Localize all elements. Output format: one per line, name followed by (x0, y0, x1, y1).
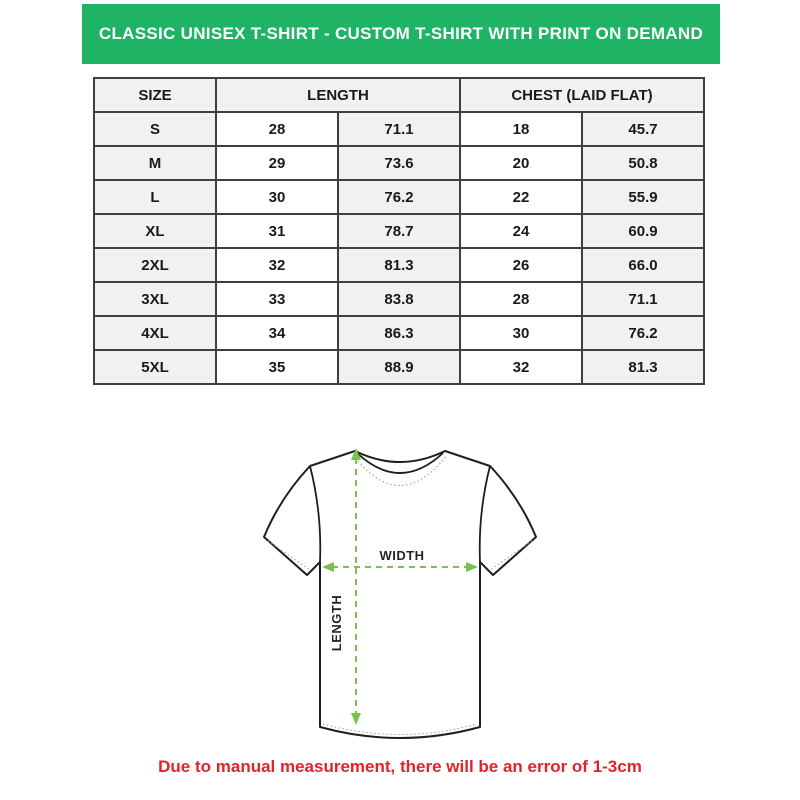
cell-chest-in: 22 (460, 180, 582, 214)
col-header-size: SIZE (94, 78, 216, 112)
table-row (94, 248, 704, 282)
cell-size: M (94, 146, 216, 180)
cell-length-in: 34 (216, 316, 338, 350)
cell-size: 5XL (94, 350, 216, 384)
cell-length-cm: 81.3 (338, 248, 460, 282)
cell-length-in: 33 (216, 282, 338, 316)
cell-size: 3XL (94, 282, 216, 316)
cell-length-cm: 73.6 (338, 146, 460, 180)
cell-size: 4XL (94, 316, 216, 350)
measurement-note: Due to manual measurement, there will be an error of 1-3cm (158, 757, 642, 776)
table-row (94, 146, 704, 180)
cell-size: S (94, 112, 216, 146)
cell-size: XL (94, 214, 216, 248)
cell-length-cm: 71.1 (338, 112, 460, 146)
cell-chest-in: 30 (460, 316, 582, 350)
cell-chest-cm: 50.8 (582, 146, 704, 180)
table-header (94, 78, 704, 112)
table-row (94, 214, 704, 248)
cell-chest-cm: 76.2 (582, 316, 704, 350)
cell-length-in: 31 (216, 214, 338, 248)
cell-chest-in: 24 (460, 214, 582, 248)
cell-chest-in: 32 (460, 350, 582, 384)
cell-chest-cm: 71.1 (582, 282, 704, 316)
cell-length-cm: 86.3 (338, 316, 460, 350)
cell-chest-in: 18 (460, 112, 582, 146)
width-arrow-label: WIDTH (379, 548, 425, 563)
table-row (94, 180, 704, 214)
title-banner (82, 4, 720, 64)
col-header-length: LENGTH (216, 78, 460, 112)
page-title: CLASSIC UNISEX T-SHIRT - CUSTOM T-SHIRT WITH PRINT ON DEMAND (98, 24, 704, 43)
length-arrow-label: LENGTH (329, 594, 344, 652)
tshirt-body-outline (264, 451, 536, 738)
cell-length-in: 35 (216, 350, 338, 384)
col-header-chest: CHEST (LAID FLAT) (460, 78, 704, 112)
cell-chest-in: 26 (460, 248, 582, 282)
cell-size: L (94, 180, 216, 214)
cell-chest-cm: 45.7 (582, 112, 704, 146)
table-row (94, 316, 704, 350)
cell-chest-in: 28 (460, 282, 582, 316)
table-row (94, 282, 704, 316)
cell-length-in: 29 (216, 146, 338, 180)
cell-length-in: 30 (216, 180, 338, 214)
header-row (94, 78, 704, 112)
size-chart-table (93, 77, 705, 385)
table-row (94, 112, 704, 146)
table-body (94, 112, 704, 384)
tshirt-measurement-diagram (250, 428, 550, 748)
cell-length-in: 28 (216, 112, 338, 146)
cell-length-cm: 78.7 (338, 214, 460, 248)
cell-length-cm: 88.9 (338, 350, 460, 384)
cell-chest-in: 20 (460, 146, 582, 180)
tshirt-drawing (250, 428, 550, 748)
cell-chest-cm: 55.9 (582, 180, 704, 214)
cell-chest-cm: 81.3 (582, 350, 704, 384)
cell-chest-cm: 66.0 (582, 248, 704, 282)
cell-length-cm: 83.8 (338, 282, 460, 316)
cell-chest-cm: 60.9 (582, 214, 704, 248)
cell-size: 2XL (94, 248, 216, 282)
cell-length-cm: 76.2 (338, 180, 460, 214)
table-row (94, 350, 704, 384)
cell-length-in: 32 (216, 248, 338, 282)
